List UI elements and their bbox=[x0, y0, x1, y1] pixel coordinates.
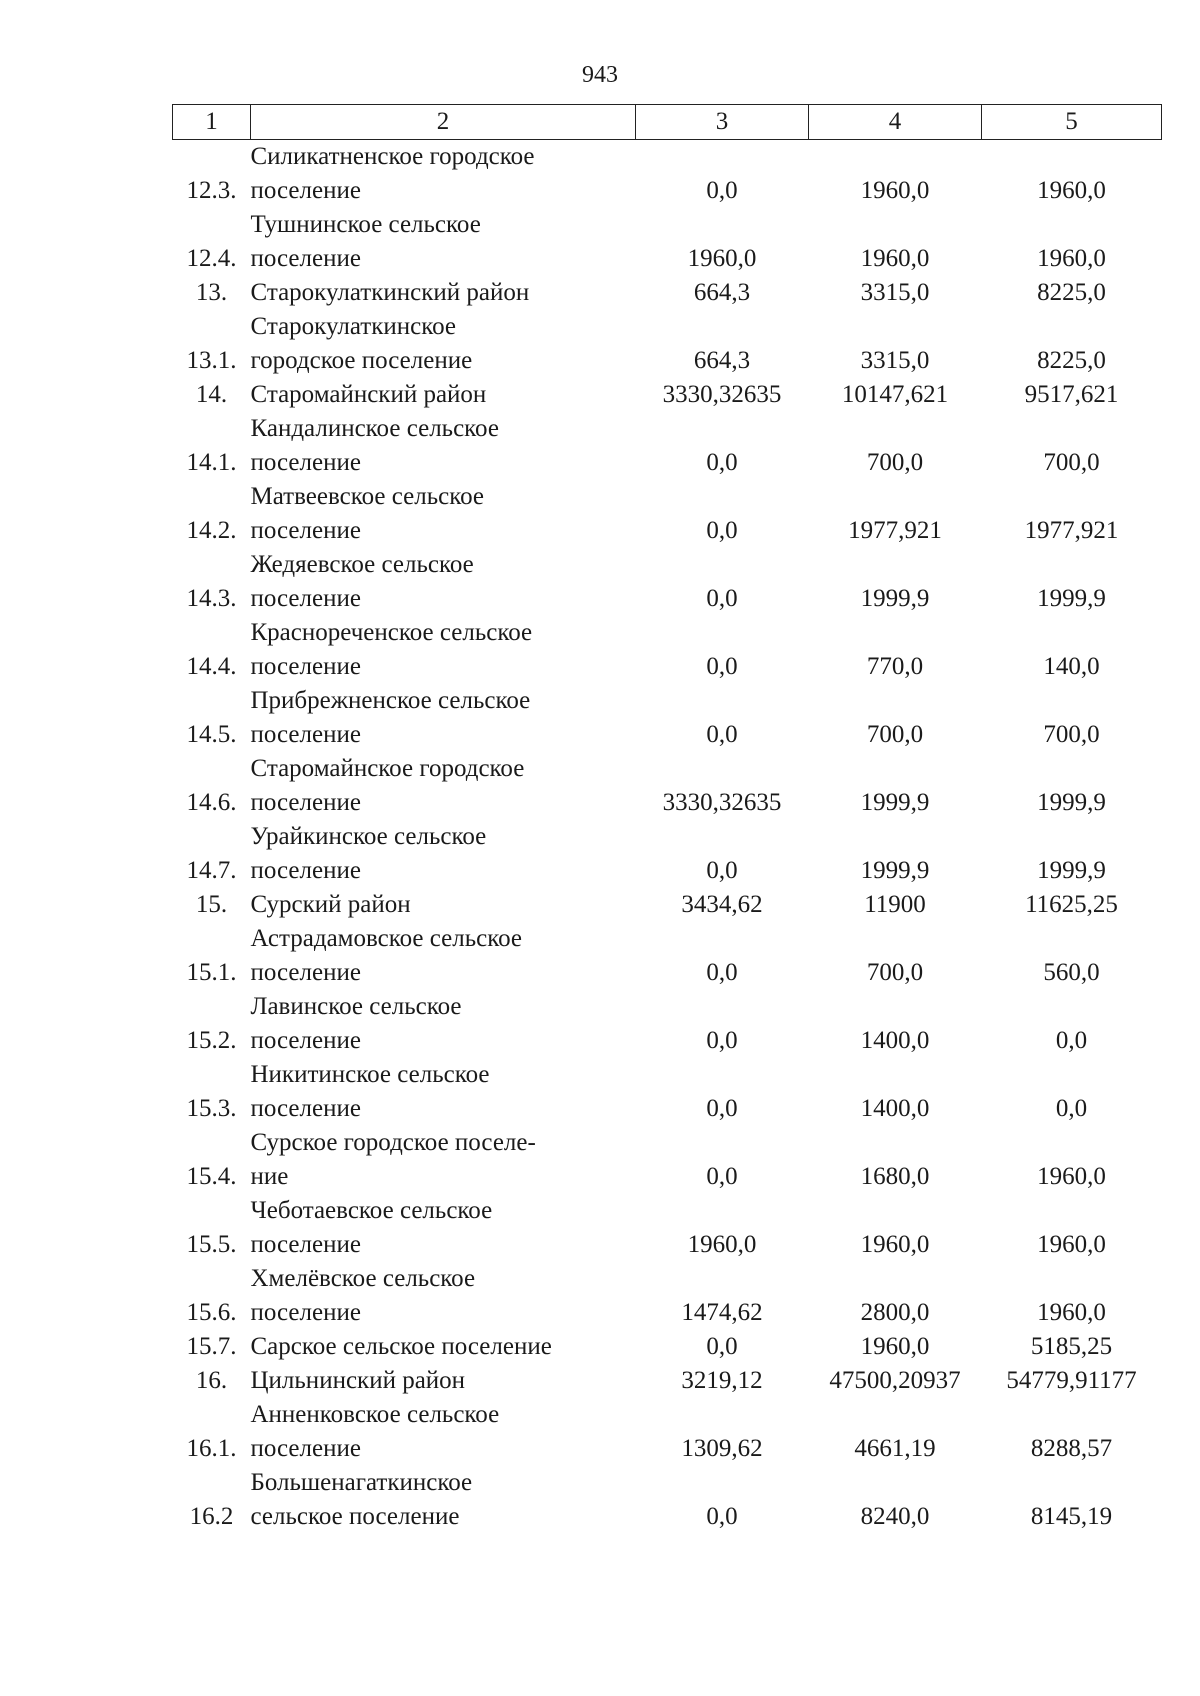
row-number: 14.6. bbox=[186, 789, 237, 816]
row-name-line: поселение bbox=[250, 177, 361, 204]
row-name-line: сельское поселение bbox=[250, 1503, 460, 1530]
row-value-col4: 1999,9 bbox=[860, 857, 930, 884]
table-row bbox=[173, 1058, 1162, 1126]
table-row bbox=[173, 752, 1162, 820]
row-value-col5: 140,0 bbox=[1043, 653, 1100, 680]
row-value-col3: 0,0 bbox=[706, 1163, 738, 1190]
row-name bbox=[251, 1058, 636, 1126]
column-header-5: 5 bbox=[982, 105, 1162, 140]
row-value-col3: 0,0 bbox=[706, 653, 738, 680]
row-name-line: поселение bbox=[250, 517, 361, 544]
row-number: 15. bbox=[195, 891, 228, 918]
row-value-col3: 0,0 bbox=[706, 857, 738, 884]
row-name bbox=[251, 752, 636, 820]
row-name-line: поселение bbox=[250, 245, 361, 272]
row-value-col3: 0,0 bbox=[706, 1095, 738, 1122]
row-value-col4: 1999,9 bbox=[860, 789, 930, 816]
row-name bbox=[251, 684, 636, 752]
row-name bbox=[251, 1330, 636, 1364]
table-row bbox=[173, 1126, 1162, 1194]
row-value-col4: 47500,20937 bbox=[829, 1367, 961, 1394]
row-value-col5: 1960,0 bbox=[1037, 177, 1106, 204]
row-value-col5: 1977,921 bbox=[1024, 517, 1119, 544]
table-row bbox=[173, 1194, 1162, 1262]
table-row bbox=[173, 990, 1162, 1058]
row-name bbox=[251, 616, 636, 684]
row-name-line: Жедяевское сельское bbox=[250, 551, 474, 578]
row-number: 16.2 bbox=[189, 1503, 234, 1530]
row-name-line: поселение bbox=[250, 653, 361, 680]
row-value-col4: 3315,0 bbox=[860, 347, 930, 374]
row-value-col4: 1680,0 bbox=[860, 1163, 930, 1190]
row-value-col3: 0,0 bbox=[706, 177, 738, 204]
row-name-line: Прибрежненское сельское bbox=[250, 687, 531, 714]
row-number: 13. bbox=[195, 279, 228, 306]
row-name-line: поселение bbox=[250, 1027, 361, 1054]
table-row bbox=[173, 1364, 1162, 1398]
row-value-col3: 1960,0 bbox=[687, 1231, 757, 1258]
row-value-col4: 1960,0 bbox=[860, 177, 930, 204]
row-name-line: поселение bbox=[250, 857, 361, 884]
row-name bbox=[251, 820, 636, 888]
row-number: 16. bbox=[195, 1367, 228, 1394]
row-value-col3: 664,3 bbox=[693, 279, 751, 306]
row-name-line: Большенагаткинское bbox=[250, 1469, 473, 1496]
column-header-4: 4 bbox=[809, 105, 982, 140]
row-value-col4: 700,0 bbox=[866, 721, 924, 748]
row-name-line: поселение bbox=[250, 1299, 361, 1326]
row-value-col5: 8225,0 bbox=[1037, 347, 1106, 374]
row-value-col4: 8240,0 bbox=[860, 1503, 930, 1530]
table-row bbox=[173, 888, 1162, 922]
row-value-col3: 0,0 bbox=[706, 959, 738, 986]
row-name-line: Матвеевское сельское bbox=[250, 483, 484, 510]
row-value-col3: 3330,32635 bbox=[662, 789, 782, 816]
row-name-line: Старокулаткинский район bbox=[250, 279, 530, 306]
row-number: 12.3. bbox=[186, 177, 237, 204]
table-header bbox=[173, 105, 1162, 140]
row-number: 15.3. bbox=[186, 1095, 237, 1122]
row-value-col3: 3219,12 bbox=[681, 1367, 763, 1394]
row-name bbox=[251, 276, 636, 310]
row-value-col3: 664,3 bbox=[693, 347, 751, 374]
row-number: 14.3. bbox=[186, 585, 237, 612]
row-name bbox=[251, 140, 636, 209]
row-name-line: Никитинское сельское bbox=[250, 1061, 490, 1088]
table-row bbox=[173, 208, 1162, 276]
row-number: 14.5. bbox=[186, 721, 237, 748]
row-value-col4: 1999,9 bbox=[860, 585, 930, 612]
row-name-line: поселение bbox=[250, 449, 361, 476]
row-name bbox=[251, 990, 636, 1058]
row-name-line: Сурское городское поселе- bbox=[250, 1129, 536, 1156]
row-name-line: поселение bbox=[250, 721, 361, 748]
budget-table bbox=[172, 104, 1162, 1534]
table-row bbox=[173, 1262, 1162, 1330]
row-name-line: Сарское сельское поселение bbox=[250, 1333, 552, 1360]
row-name-line: Астрадамовское сельское bbox=[250, 925, 523, 952]
row-number: 15.4. bbox=[186, 1163, 237, 1190]
row-value-col5: 8288,57 bbox=[1030, 1435, 1113, 1462]
row-value-col5: 1999,9 bbox=[1037, 857, 1106, 884]
row-value-col5: 1999,9 bbox=[1037, 585, 1106, 612]
row-name-line: ние bbox=[250, 1163, 289, 1190]
row-name bbox=[251, 412, 636, 480]
row-name bbox=[251, 922, 636, 990]
row-value-col4: 1400,0 bbox=[860, 1095, 930, 1122]
table-row bbox=[173, 1330, 1162, 1364]
column-header-1: 1 bbox=[173, 105, 251, 140]
row-value-col5: 0,0 bbox=[1055, 1095, 1088, 1122]
table-row bbox=[173, 1466, 1162, 1534]
table-row bbox=[173, 378, 1162, 412]
row-value-col5: 5185,25 bbox=[1030, 1333, 1113, 1360]
row-value-col3: 0,0 bbox=[706, 1027, 738, 1054]
row-number: 15.1. bbox=[186, 959, 237, 986]
table-row bbox=[173, 922, 1162, 990]
row-value-col3: 0,0 bbox=[706, 1333, 738, 1360]
row-value-col3: 0,0 bbox=[706, 1503, 738, 1530]
row-number: 15.2. bbox=[186, 1027, 237, 1054]
row-name-line: Старомайнский район bbox=[250, 381, 487, 408]
row-value-col3: 3434,62 bbox=[681, 891, 763, 918]
row-name bbox=[251, 888, 636, 922]
row-name-line: поселение bbox=[250, 959, 361, 986]
row-number: 14.1. bbox=[186, 449, 237, 476]
row-number: 14.7. bbox=[186, 857, 237, 884]
row-value-col5: 11625,25 bbox=[1025, 891, 1118, 918]
row-name-line: Анненковское сельское bbox=[250, 1401, 500, 1428]
row-number: 14. bbox=[195, 381, 228, 408]
table-row bbox=[173, 616, 1162, 684]
table-body bbox=[173, 140, 1162, 1535]
row-value-col4: 1400,0 bbox=[860, 1027, 930, 1054]
row-value-col5: 700,0 bbox=[1043, 449, 1100, 476]
row-value-col4: 11900 bbox=[864, 891, 926, 918]
row-name bbox=[251, 480, 636, 548]
row-name-line: Цильнинский район bbox=[250, 1367, 466, 1394]
row-value-col5: 54779,91177 bbox=[1006, 1367, 1137, 1394]
row-value-col4: 1977,921 bbox=[848, 517, 942, 544]
row-number: 15.6. bbox=[186, 1299, 237, 1326]
table-row bbox=[173, 548, 1162, 616]
row-value-col4: 700,0 bbox=[866, 959, 924, 986]
row-name-line: Старокулаткинское bbox=[250, 313, 456, 340]
table-row bbox=[173, 820, 1162, 888]
column-header-2: 2 bbox=[251, 105, 636, 140]
row-value-col3: 1960,0 bbox=[687, 245, 757, 272]
row-value-col5: 8145,19 bbox=[1030, 1503, 1113, 1530]
row-number: 15.5. bbox=[186, 1231, 237, 1258]
row-name-line: поселение bbox=[250, 789, 361, 816]
row-number: 13.1. bbox=[186, 347, 237, 374]
row-value-col4: 10147,621 bbox=[841, 381, 949, 408]
row-name bbox=[251, 1398, 636, 1466]
row-value-col5: 1999,9 bbox=[1037, 789, 1106, 816]
column-header-3: 3 bbox=[636, 105, 809, 140]
row-value-col3: 3330,32635 bbox=[662, 381, 782, 408]
row-name bbox=[251, 1262, 636, 1330]
row-name-line: поселение bbox=[250, 1095, 361, 1122]
row-name-line: Лавинское сельское bbox=[250, 993, 462, 1020]
row-number: 14.2. bbox=[186, 517, 237, 544]
row-value-col4: 4661,19 bbox=[854, 1435, 936, 1462]
row-value-col4: 770,0 bbox=[866, 653, 924, 680]
row-name-line: поселение bbox=[250, 585, 361, 612]
row-value-col5: 1960,0 bbox=[1037, 1299, 1106, 1326]
row-name-line: поселение bbox=[250, 1435, 361, 1462]
row-number: 12.4. bbox=[186, 245, 237, 272]
row-name-line: Сурский район bbox=[250, 891, 411, 918]
table-row bbox=[173, 310, 1162, 378]
row-name-line: Силикатненское городское bbox=[250, 143, 535, 170]
row-name-line: Старомайнское городское bbox=[250, 755, 525, 782]
row-value-col4: 1960,0 bbox=[860, 1333, 930, 1360]
row-value-col4: 700,0 bbox=[866, 449, 924, 476]
row-name bbox=[251, 310, 636, 378]
row-value-col3: 1474,62 bbox=[681, 1299, 763, 1326]
table-row bbox=[173, 276, 1162, 310]
row-value-col5: 560,0 bbox=[1043, 959, 1100, 986]
row-value-col4: 3315,0 bbox=[860, 279, 930, 306]
row-name bbox=[251, 548, 636, 616]
row-value-col5: 1960,0 bbox=[1037, 245, 1106, 272]
table-row bbox=[173, 140, 1162, 209]
row-number: 14.4. bbox=[186, 653, 237, 680]
row-value-col3: 0,0 bbox=[706, 517, 738, 544]
table-row bbox=[173, 1398, 1162, 1466]
row-name bbox=[251, 208, 636, 276]
row-name bbox=[251, 378, 636, 412]
row-value-col3: 0,0 bbox=[706, 585, 738, 612]
row-name bbox=[251, 1466, 636, 1534]
row-name-line: Урайкинское сельское bbox=[250, 823, 487, 850]
row-value-col4: 2800,0 bbox=[860, 1299, 930, 1326]
row-number: 15.7. bbox=[186, 1333, 237, 1360]
row-name-line: городское поселение bbox=[250, 347, 473, 374]
row-name bbox=[251, 1126, 636, 1194]
row-value-col5: 0,0 bbox=[1055, 1027, 1088, 1054]
row-name-line: Чеботаевское сельское bbox=[250, 1197, 493, 1224]
table-row bbox=[173, 412, 1162, 480]
page-number: 943 bbox=[582, 62, 618, 88]
row-value-col5: 1960,0 bbox=[1037, 1163, 1106, 1190]
row-value-col5: 8225,0 bbox=[1037, 279, 1106, 306]
row-value-col4: 1960,0 bbox=[860, 245, 930, 272]
row-name bbox=[251, 1194, 636, 1262]
row-value-col5: 700,0 bbox=[1043, 721, 1100, 748]
row-name-line: Кандалинское сельское bbox=[250, 415, 499, 442]
row-value-col3: 0,0 bbox=[706, 449, 738, 476]
row-value-col5: 1960,0 bbox=[1037, 1231, 1106, 1258]
row-name-line: Краснореченское сельское bbox=[250, 619, 533, 646]
table-row bbox=[173, 480, 1162, 548]
row-value-col3: 1309,62 bbox=[681, 1435, 763, 1462]
table-row bbox=[173, 684, 1162, 752]
row-value-col5: 9517,621 bbox=[1024, 381, 1119, 408]
row-name-line: Хмелёвское сельское bbox=[250, 1265, 476, 1292]
row-value-col3: 0,0 bbox=[706, 721, 738, 748]
row-value-col4: 1960,0 bbox=[860, 1231, 930, 1258]
row-number: 16.1. bbox=[186, 1435, 237, 1462]
row-name-line: поселение bbox=[250, 1231, 361, 1258]
row-name bbox=[251, 1364, 636, 1398]
row-name-line: Тушнинское сельское bbox=[250, 211, 481, 238]
